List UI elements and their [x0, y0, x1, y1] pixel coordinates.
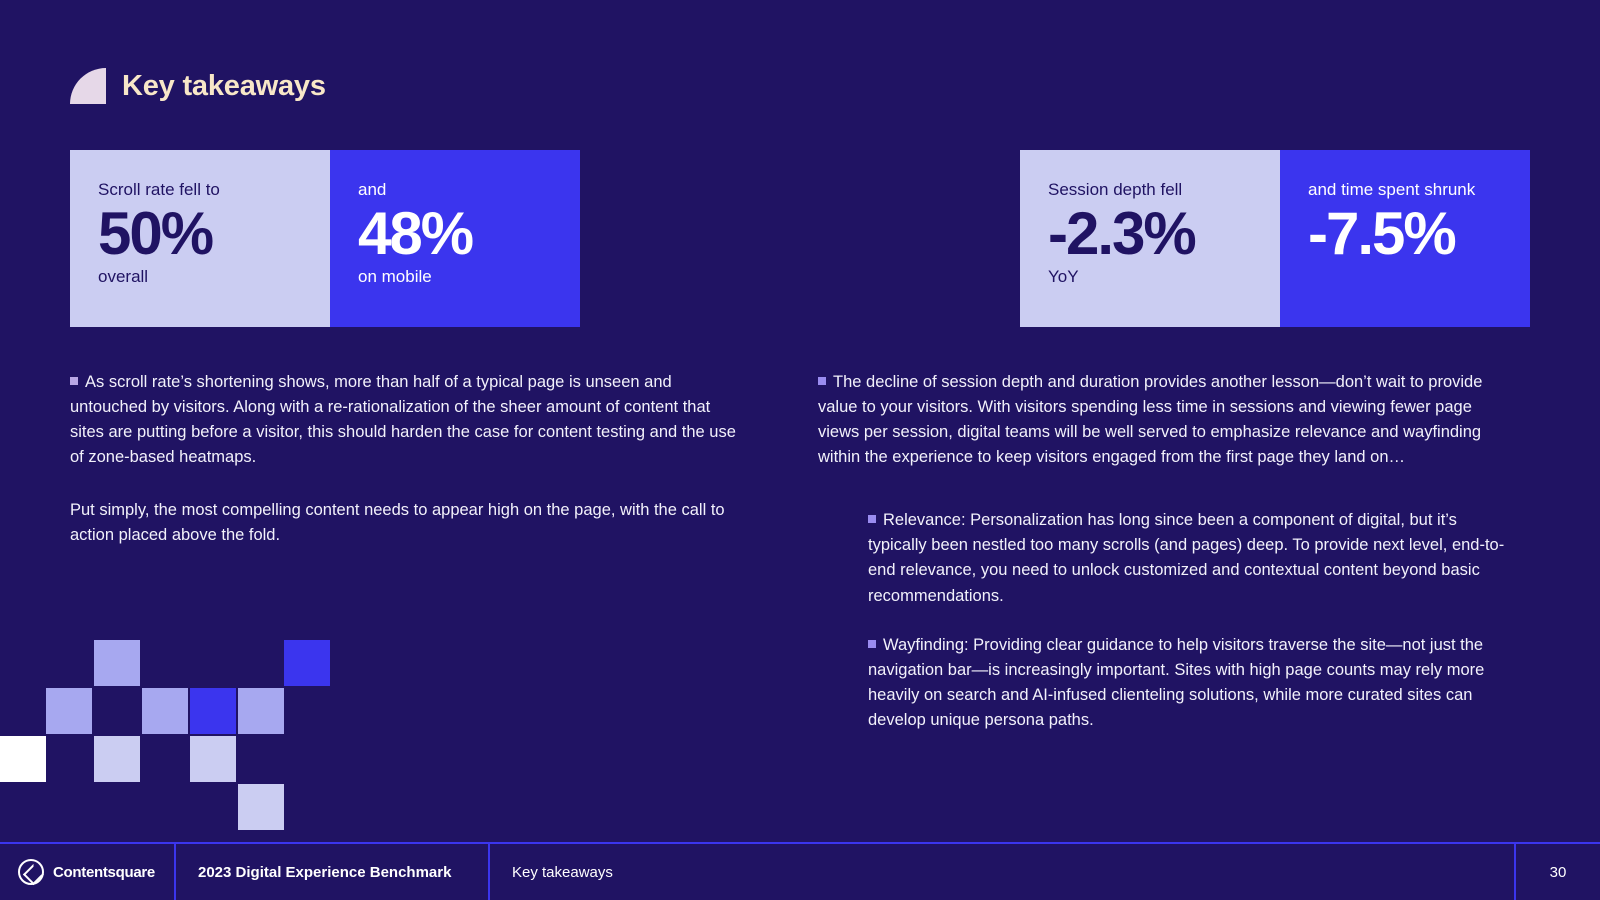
bullet-square-icon [70, 377, 78, 385]
stat-value: 48% [358, 200, 473, 268]
stat-sublabel: on mobile [358, 267, 432, 287]
stat-card-session-depth [1020, 150, 1280, 327]
right-sub-bullet-wayfinding-text: Wayfinding: Providing clear guidance to help visitors traverse the site—not just the navigation bar—is increasingly important. Sites with high page counts may rely more heavily on search and AI-infused clienteling solutions, while more curated sites can develop unique persona paths. [868, 635, 1485, 729]
mosaic-tile [190, 736, 236, 782]
right-paragraph-1-text: The decline of session depth and duration provides another lesson—don’t wait to provide value to your visitors. With visitors spending less time in sessions and viewing fewer page views per session, digital teams will be well served to emphasize relevance and wayfinding within the experience to keep visitors engaged from the first page they land on… [818, 373, 1483, 467]
bullet-square-icon [868, 640, 876, 648]
footer-page-number: 30 [1549, 863, 1567, 881]
right-text-column [818, 370, 1508, 733]
stat-cards-row [70, 150, 1530, 327]
pixel-mosaic-decoration [0, 636, 340, 836]
left-paragraph-2: Put simply, the most compelling content needs to appear high on the page, with the call to action placed above the fold. [70, 501, 725, 545]
right-sub-bullet-relevance [868, 508, 1508, 608]
right-sub-bullet-relevance-text: Relevance: Personalization has long since been a component of digital, but it’s typically been nestled too many scrolls (and pages) deep. To provide next level, end-to-end relevance, you need to unlock customized and contextual content beyond basic recommendations. [868, 511, 1505, 605]
mosaic-tile [94, 640, 140, 686]
page-title: Key takeaways [122, 69, 326, 102]
left-paragraph-1 [70, 370, 742, 470]
slide-footer [0, 842, 1600, 900]
footer-report-title: 2023 Digital Experience Benchmark [176, 844, 490, 900]
stat-value: -2.3% [1048, 200, 1195, 268]
right-paragraph-1 [818, 370, 1508, 470]
stat-sublabel: YoY [1048, 267, 1079, 287]
mosaic-tile [190, 688, 236, 734]
stat-caption: and time spent shrunk [1308, 180, 1476, 199]
mosaic-tile [46, 688, 92, 734]
mosaic-tile [284, 640, 330, 686]
stat-caption: Session depth fell [1048, 180, 1183, 199]
stat-card-scroll-rate-mobile [330, 150, 580, 327]
right-sub-bullet-list [868, 508, 1508, 733]
stat-group-session-depth [1020, 150, 1530, 327]
contentsquare-logo-icon [18, 859, 44, 885]
mosaic-tile [238, 688, 284, 734]
left-text-column [70, 370, 742, 548]
stat-value: -7.5% [1308, 200, 1455, 268]
right-sub-bullet-wayfinding [868, 633, 1508, 733]
stat-caption: and [358, 180, 387, 199]
bullet-square-icon [868, 515, 876, 523]
footer-section-title: Key takeaways [490, 844, 1516, 900]
stat-sublabel: overall [98, 267, 149, 287]
stat-value: 50% [98, 200, 213, 268]
brand-logo [0, 844, 176, 900]
stat-caption: Scroll rate fell to [98, 180, 220, 199]
mosaic-tile [94, 736, 140, 782]
mosaic-tile [0, 736, 46, 782]
slide-header [70, 68, 326, 104]
left-paragraph-1-text: As scroll rate’s shortening shows, more than half of a typical page is unseen and untouched by visitors. Along with a re-rationalization of the sheer amount of content that sites are putting before a visitor, this should harden the case for content testing and the use of zone-based heatmaps. [70, 373, 736, 467]
stat-card-time-spent [1280, 150, 1530, 327]
stat-card-scroll-rate-overall [70, 150, 330, 327]
bullet-square-icon [818, 377, 826, 385]
mosaic-tile [142, 688, 188, 734]
quarter-circle-icon [70, 68, 106, 104]
stat-group-scroll-rate [70, 150, 580, 327]
brand-name: Contentsquare [53, 863, 155, 881]
mosaic-tile [238, 784, 284, 830]
